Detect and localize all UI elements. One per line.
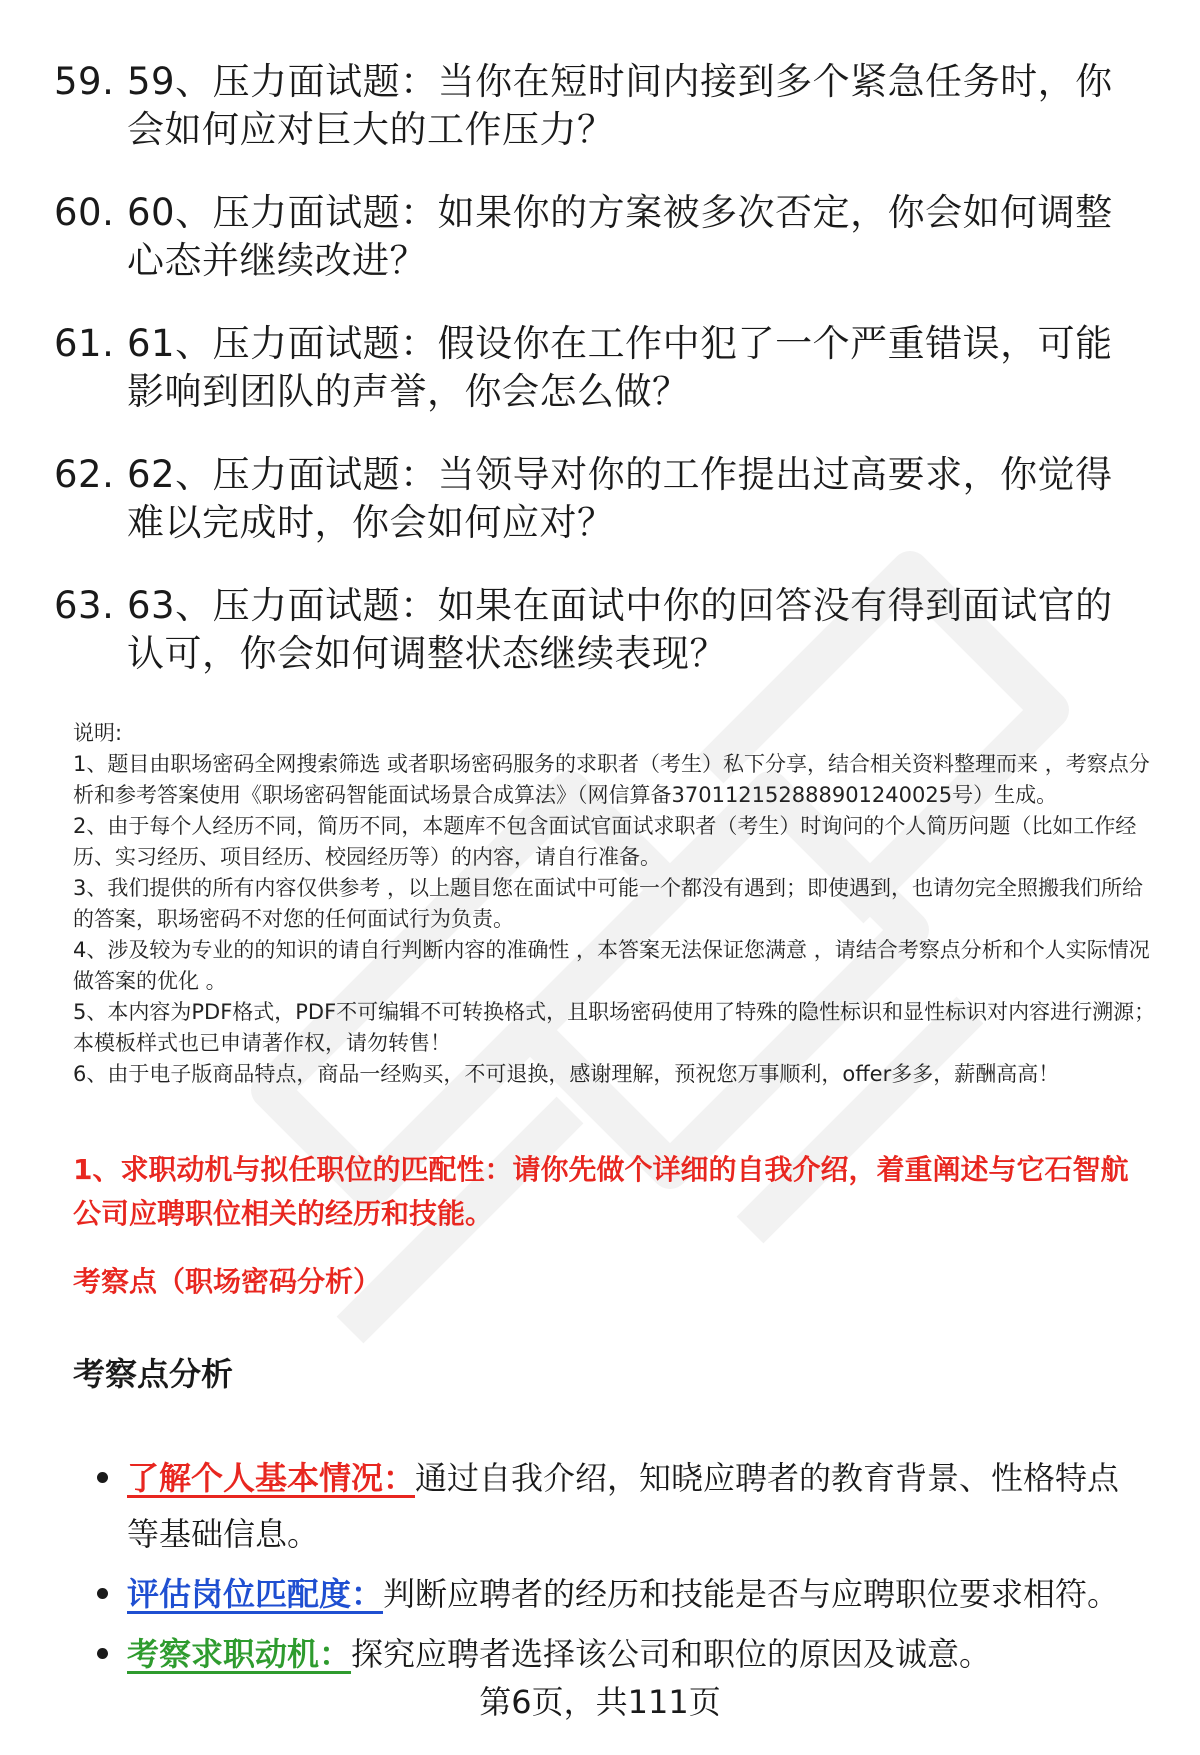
question-item	[0, 582, 1200, 678]
bullet-label: 了解个人基本情况：	[127, 1459, 416, 1497]
question-list	[0, 58, 1200, 713]
note-item: 2、由于每个人经历不同，简历不同，本题库不包含面试官面试求职者（考生）时询问的个人简历问题（比如工作经历、实习经历、项目经历、校园经历等）的内容，请自行准备。	[73, 814, 1137, 869]
question-number: 61.	[54, 322, 115, 365]
analysis-bullet-list	[0, 1450, 1200, 1686]
bullet-label: 评估岗位匹配度：	[127, 1575, 384, 1613]
bullet-text: 探究应聘者选择该公司和职位的原因及诚意。	[351, 1635, 992, 1673]
note-item: 3、我们提供的所有内容仅供参考 ，以上题目您在面试中可能一个都没有遇到；即使遇到，也请勿完全照搬我们所给的答案，职场密码不对您的任何面试行为负责。	[73, 876, 1144, 931]
bullet-dot-icon	[97, 1472, 108, 1483]
analysis-heading: 考察点分析	[73, 1355, 234, 1393]
question-number: 60.	[54, 191, 115, 234]
question-number: 62.	[54, 453, 115, 496]
question-item	[0, 320, 1200, 416]
note-item: 5、本内容为PDF格式，PDF不可编辑不可转换格式，且职场密码使用了特殊的隐性标识和显性标识对内容进行溯源；本模板样式也已申请著作权，请勿转售！	[73, 1000, 1156, 1055]
bullet-text: 判断应聘者的经历和技能是否与应聘职位要求相符。	[383, 1575, 1120, 1613]
bullet-text: 通过自我介绍，知晓应聘者的教育背景、性格特点等基础信息。	[127, 1459, 1120, 1553]
notes-title: 说明:	[73, 721, 123, 745]
question-number: 59.	[54, 60, 115, 103]
question-item	[0, 189, 1200, 285]
note-item: 4、涉及较为专业的的知识的请自行判断内容的准确性 ，本答案无法保证您满意 ，请结合考察点分析和个人实际情况做答案的优化 。	[73, 938, 1150, 993]
question-text: 61、压力面试题：假设你在工作中犯了一个严重错误，可能影响到团队的声誉，你会怎么做？	[127, 322, 1113, 413]
bullet-dot-icon	[97, 1648, 108, 1659]
question-text: 62、压力面试题：当领导对你的工作提出过高要求，你觉得难以完成时，你会如何应对？	[127, 453, 1113, 544]
question-text: 60、压力面试题：如果你的方案被多次否定，你会如何调整心态并继续改进？	[127, 191, 1113, 282]
note-item: 6、由于电子版商品特点，商品一经购买，不可退换，感谢理解，预祝您万事顺利，offer多多，薪酬高高！	[73, 1062, 1060, 1086]
question-item	[0, 58, 1200, 154]
page-footer: 第6页，共111页	[479, 1683, 721, 1721]
bullet-item	[0, 1566, 1200, 1622]
question-item	[0, 451, 1200, 547]
analysis-subtitle: 考察点（职场密码分析）	[73, 1265, 382, 1298]
bullet-item	[0, 1626, 1200, 1682]
interview-question-title: 1、求职动机与拟任职位的匹配性：请你先做个详细的自我介绍，着重阐述与它石智航公司应聘职位相关的经历和技能。	[73, 1153, 1129, 1230]
notes-section	[73, 718, 1163, 1090]
question-number: 63.	[54, 584, 115, 627]
bullet-item	[0, 1450, 1200, 1562]
bullet-label: 考察求职动机：	[127, 1635, 352, 1673]
note-item: 1、题目由职场密码全网搜索筛选 或者职场密码服务的求职者（考生）私下分享，结合相关资料整理而来 ，考察点分析和参考答案使用《职场密码智能面试场景合成算法》（网信算备370112152888901240025号）生成。	[73, 752, 1150, 807]
question-text: 63、压力面试题：如果在面试中你的回答没有得到面试官的认可，你会如何调整状态继续表现？	[127, 584, 1113, 675]
bullet-dot-icon	[97, 1588, 108, 1599]
question-text: 59、压力面试题：当你在短时间内接到多个紧急任务时，你会如何应对巨大的工作压力？	[127, 60, 1113, 151]
